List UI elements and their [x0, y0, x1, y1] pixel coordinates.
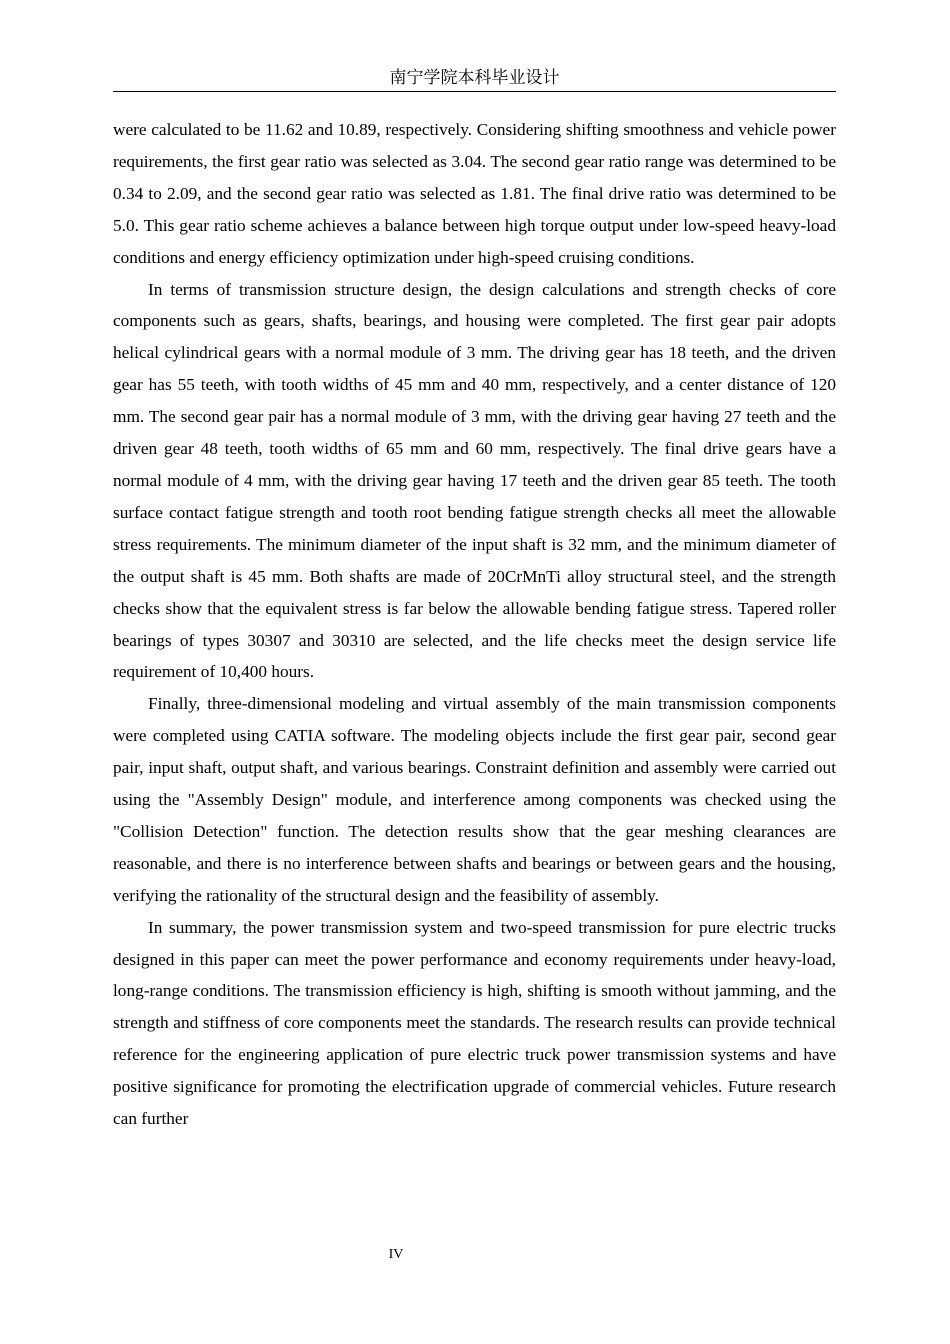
paragraph-catia-modeling: Finally, three-dimensional modeling and virtual assembly of the main transmission components were completed using CATIA software. The modeling objects include the first gear pair, second gear pair, input shaft, output shaft, and various bearings. Constraint definition and assembly were carried out using the "Assembly Design" module, and interference among components was checked using the "Collision Detection" function. The detection results show that the gear meshing clearances are reasonable, and there is no interference between shafts and bearings or between gears and the housing, verifying the rationality of the structural design and the feasibility of assembly.: [113, 694, 836, 905]
paragraph-structure-design: In terms of transmission structure design, the design calculations and strength checks of core components such as gears, shafts, bearings, and housing were completed. The first gear pair adopts helical cylindrical gears with a normal module of 3 mm. The driving gear has 18 teeth, and the driven gear has 55 teeth, with tooth widths of 45 mm and 40 mm, respectively, and a center distance of 120 mm. The second gear pair has a normal module of 3 mm, with the driving gear having 27 teeth and the driven gear 48 teeth, tooth widths of 65 mm and 60 mm, respectively. The final drive gears have a normal module of 4 mm, with the driving gear having 17 teeth and the driven gear 85 teeth. The tooth surface contact fatigue strength and tooth root bending fatigue strength checks all meet the allowable stress requirements. The minimum diameter of the input shaft is 32 mm, and the minimum diameter of the output shaft is 45 mm. Both shafts are made of 20CrMnTi alloy structural steel, and the strength checks show that the equivalent stress is far below the allowable bending fatigue stress. Tapered roller bearings of types 30307 and 30310 are selected, and the life checks meet the design service life requirement of 10,400 hours.: [113, 279, 836, 682]
running-header: 南宁学院本科毕业设计: [389, 68, 560, 88]
header-rule: [113, 91, 836, 92]
paragraph-continued: were calculated to be 11.62 and 10.89, respectively. Considering shifting smoothness and vehicle power requirements, the first gear ratio was selected as 3.04. The second gear ratio range was determined to be 0.34 to 2.09, and the second gear ratio was selected as 1.81. The final drive ratio was determined to be 5.0. This gear ratio scheme achieves a balance between high torque output under low-speed heavy-load conditions and energy efficiency optimization under high-speed cruising conditions.: [113, 120, 836, 267]
paragraph-summary: In summary, the power transmission system and two-speed transmission for pure electric trucks designed in this paper can meet the power performance and economy requirements under heavy-load, long-range conditions. The transmission efficiency is high, shifting is smooth without jamming, and the strength and stiffness of core components meet the standards. The research results can provide technical reference for the engineering application of pure electric truck power transmission systems and have positive significance for promoting the electrification upgrade of commercial vehicles. Future research can further: [113, 917, 836, 1129]
body-text: [113, 114, 836, 1135]
page-number: IV: [388, 1247, 404, 1262]
